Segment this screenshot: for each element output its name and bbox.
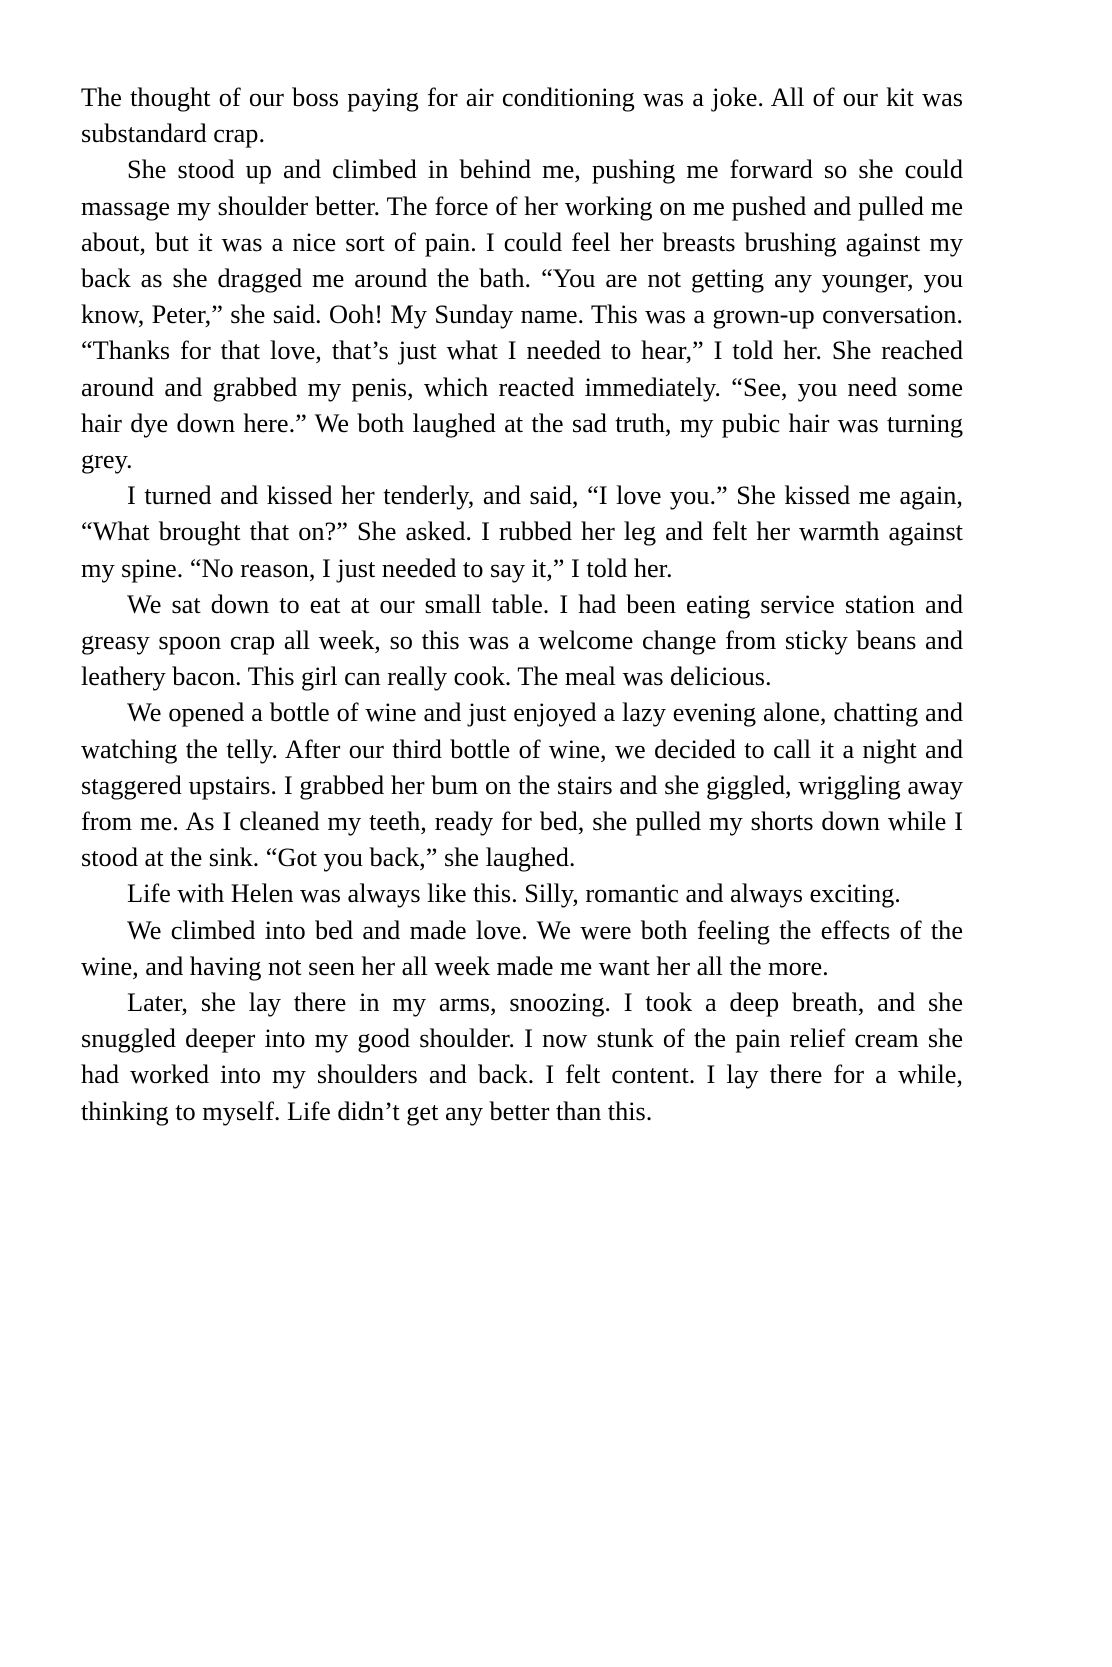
paragraph-3: I turned and kissed her tenderly, and said, “I love you.” She kissed me again, “What brought that on?” She asked. I rubbed her leg and felt her warmth against my spine. “No reason, I just needed to say it,” I told her.: [81, 481, 963, 583]
paragraph-5: We opened a bottle of wine and just enjoyed a lazy evening alone, chatting and watching the telly. After our third bottle of wine, we decided to call it a night and staggered upstairs. I grabbed her bum on the stairs and she giggled, wriggling away from me. As I cleaned my teeth, ready for bed, she pulled my shorts down while I stood at the sink. “Got you back,” she laughed.: [81, 698, 963, 873]
body-text-column: [81, 80, 963, 1130]
paragraph-8: Later, she lay there in my arms, snoozing. I took a deep breath, and she snuggled deeper into my good shoulder. I now stunk of the pain relief cream she had worked into my shoulders and back. I felt content. I lay there for a while, thinking to myself. Life didn’t get any better than this.: [81, 988, 963, 1126]
paragraph-6: Life with Helen was always like this. Silly, romantic and always exciting.: [127, 879, 901, 909]
paragraph-2: She stood up and climbed in behind me, pushing me forward so she could massage my shoulder better. The force of her working on me pushed and pulled me about, but it was a nice sort of pain. I could feel her breasts brushing against my back as she dragged me around the bath. “You are not getting any younger, you know, Peter,” she said. Ooh! My Sunday name. This was a grown-up conversation. “Thanks for that love, that’s just what I needed to hear,” I told her. She reached around and grabbed my penis, which reacted immediately. “See, you need some hair dye down here.” We both laughed at the sad truth, my pubic hair was turning grey.: [81, 155, 963, 475]
paragraph-7: We climbed into bed and made love. We were both feeling the effects of the wine, and having not seen her all week made me want her all the more.: [81, 915, 963, 981]
paragraph-1: The thought of our boss paying for air conditioning was a joke. All of our kit was substandard crap.: [81, 83, 963, 149]
paragraph-4: We sat down to eat at our small table. I had been eating service station and greasy spoon crap all week, so this was a welcome change from sticky beans and leathery bacon. This girl can really cook. The meal was delicious.: [81, 589, 963, 692]
